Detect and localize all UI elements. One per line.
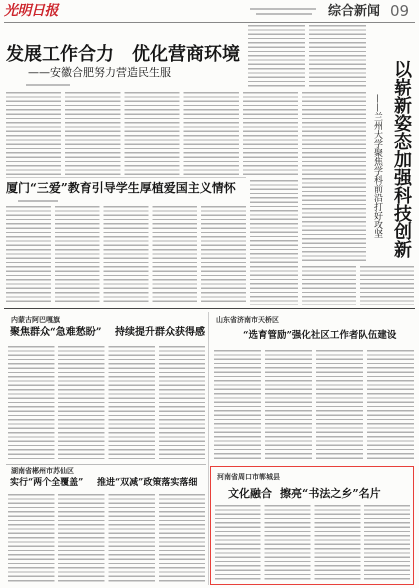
lanzhou-body-text-middle [302,92,366,262]
hefei-body-text [6,92,298,175]
xiamen-headline: 厦门“三爱”教育引导学生厚植爱国主义情怀 [6,181,236,195]
section-rule [4,308,415,309]
suxian-body-text [8,494,205,584]
suxian-headline-part2: 推进“双减”政策落实落细 [97,478,198,488]
header-rule [4,22,415,23]
dancheng-headline-part1: 文化融合 [228,487,272,500]
abaga-headline-part2: 持续提升群众获得感 [115,327,205,338]
dancheng-location: 河南省周口市郸城县 [217,473,280,481]
lanzhou-body-text-bottom [302,266,414,305]
header-editor-line [256,13,312,15]
masthead-logo: 光明日报 [4,3,58,19]
tianqiao-headline: “选育管励”强化社区工作者队伍建设 [243,330,397,341]
abaga-headline-part1: 聚焦群众“急难愁盼” [10,327,102,338]
abaga-body-text [8,346,205,462]
page-number: 09 [390,2,410,20]
hefei-headline: 发展工作合力 优化营商环境 [6,44,240,65]
dancheng-headline-part2: 擦亮“书法之乡”名片 [280,487,381,500]
xiamen-body-text [6,206,246,305]
xiamen-byline [18,200,58,202]
tianqiao-location: 山东省济南市天桥区 [216,316,279,324]
suxian-location: 湖南省郴州市苏仙区 [11,467,74,475]
hefei-xiamen-rule [6,177,246,178]
lanzhou-body-text-top [248,25,366,88]
lanzhou-headline: 以崭新姿态加强科技创新 [391,60,412,258]
header-dateline [250,8,316,10]
suxian-headline-part1: 实行“两个全覆盖” [10,478,84,488]
hefei-subtitle: ——安徽合肥努力营造民生服 [28,66,171,79]
tianqiao-body-text [214,350,414,462]
column-divider [208,312,209,585]
abaga-location: 内蒙古阿巴嘎旗 [11,316,60,324]
lanzhou-subtitle: ——兰州大学聚焦学科前沿打好攻坚 [372,94,382,238]
lanzhou-body-text-left [250,180,298,305]
dancheng-body-text [215,505,410,581]
section-title: 综合新闻 [328,4,381,19]
lower-left-rule [6,464,206,465]
hefei-byline [26,84,70,86]
